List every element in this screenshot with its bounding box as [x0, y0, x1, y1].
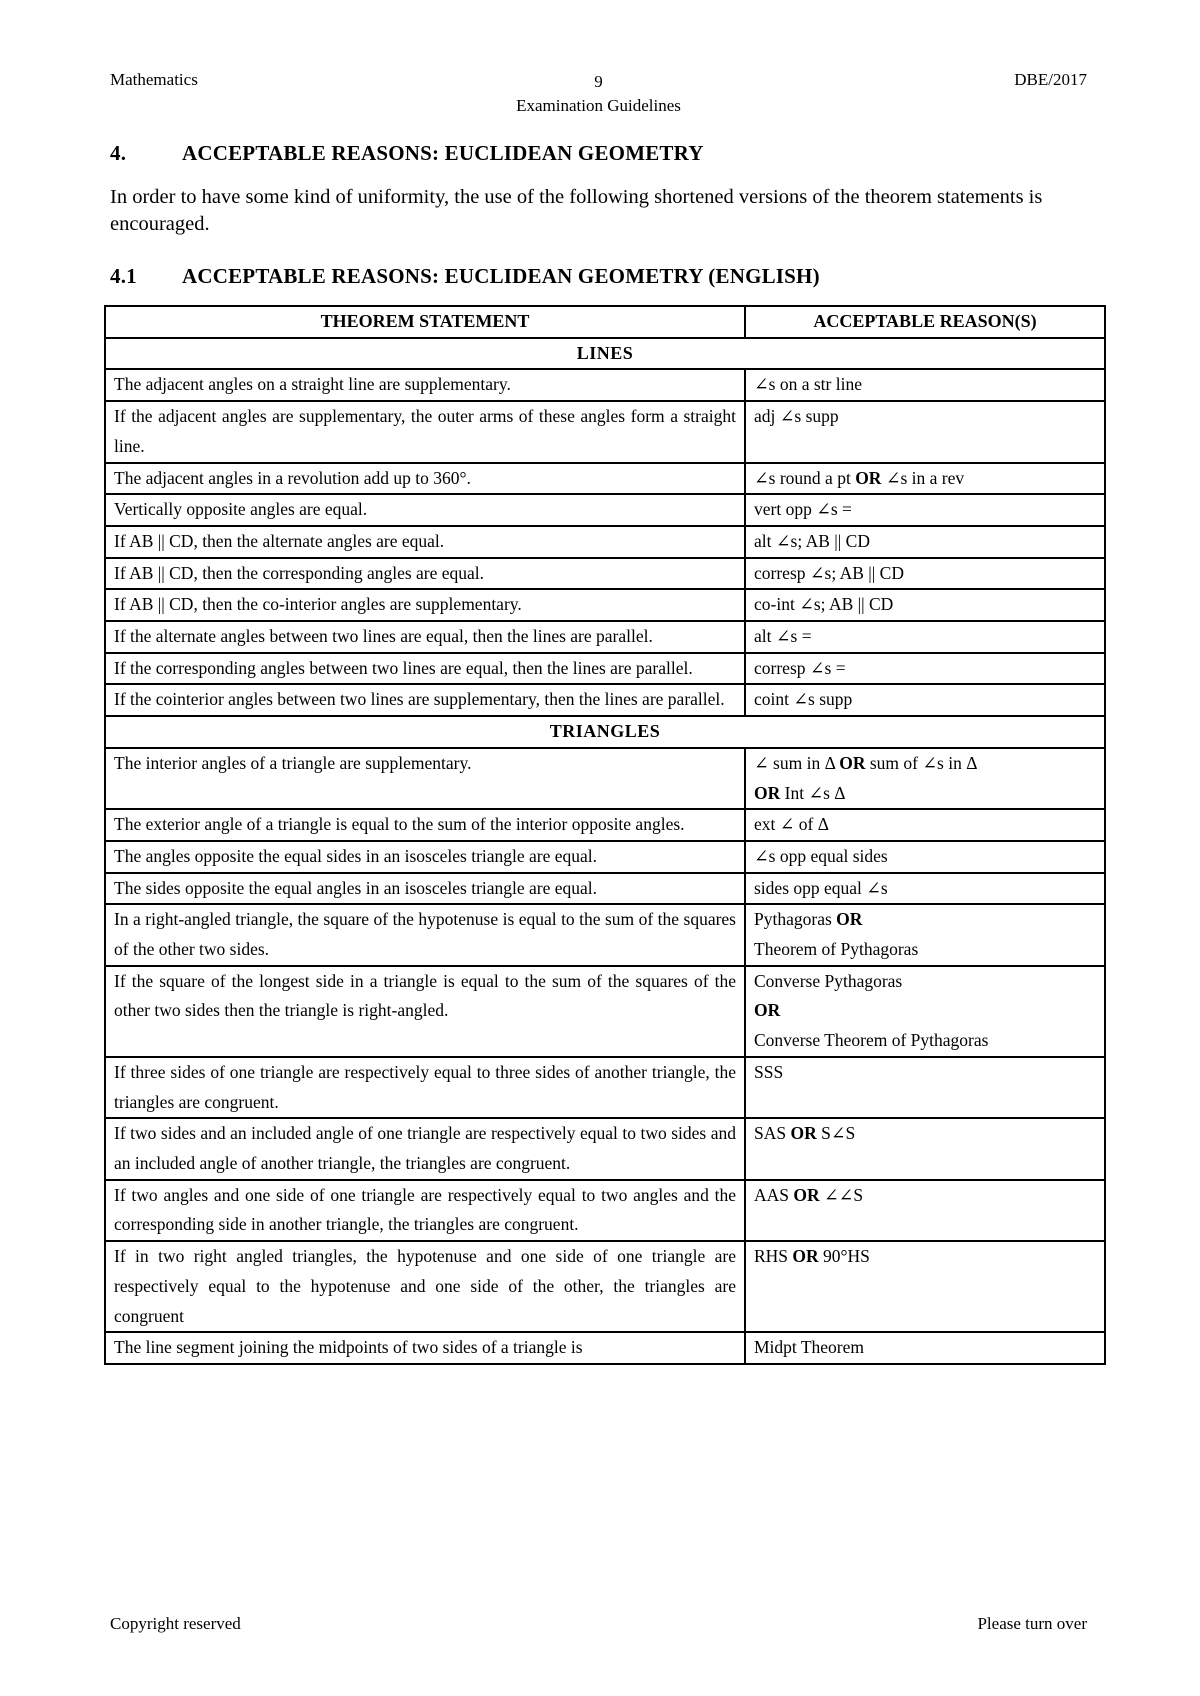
theorem-statement: If AB || CD, then the co-interior angles are supplementary. — [105, 589, 745, 621]
theorem-statement: The line segment joining the midpoints of two sides of a triangle is — [105, 1332, 745, 1364]
table-row — [105, 463, 1105, 495]
page-number: 9 — [594, 72, 603, 91]
or-label: OR — [792, 1246, 819, 1267]
reason-part: Theorem of Pythagoras — [754, 939, 919, 960]
header-center — [110, 70, 1087, 118]
table-row — [105, 873, 1105, 905]
section-title: ACCEPTABLE REASONS: EUCLIDEAN GEOMETRY — [182, 141, 704, 165]
reason-part: Converse Theorem of Pythagoras — [754, 1030, 989, 1051]
header-code: DBE/2017 — [1014, 70, 1087, 89]
table-row — [105, 526, 1105, 558]
acceptable-reason: ∠s opp equal sides — [745, 841, 1105, 873]
section-row-lines — [105, 338, 1105, 370]
theorem-statement: The interior angles of a triangle are supplementary. — [105, 748, 745, 809]
theorem-statement: The adjacent angles in a revolution add up to 360°. — [105, 463, 745, 495]
table-row — [105, 653, 1105, 685]
acceptable-reason: adj ∠s supp — [745, 401, 1105, 462]
acceptable-reason: SSS — [745, 1057, 1105, 1118]
reason-part: Converse Pythagoras — [754, 970, 903, 991]
theorem-statement: Vertically opposite angles are equal. — [105, 494, 745, 526]
reason-part: Int ∠s Δ — [780, 782, 846, 803]
theorem-statement: If the alternate angles between two lines are equal, then the lines are parallel. — [105, 621, 745, 653]
or-label: OR — [790, 1123, 817, 1144]
footer-copyright: Copyright reserved — [110, 1614, 241, 1633]
table-row — [105, 401, 1105, 462]
theorem-statement: If three sides of one triangle are respectively equal to three sides of another triangle, the triangles are congruent. — [105, 1057, 745, 1118]
section-number: 4. — [110, 141, 127, 165]
or-label: OR — [839, 752, 866, 773]
acceptable-reason — [745, 966, 1105, 1057]
subsection-number: 4.1 — [110, 264, 137, 288]
subsection-title: ACCEPTABLE REASONS: EUCLIDEAN GEOMETRY (ENGLISH) — [182, 264, 820, 288]
acceptable-reason: coint ∠s supp — [745, 684, 1105, 716]
reason-part: 90°HS — [818, 1246, 870, 1267]
column-header-theorem: THEOREM STATEMENT — [105, 306, 745, 338]
theorem-statement: The exterior angle of a triangle is equal to the sum of the interior opposite angles. — [105, 809, 745, 841]
acceptable-reason: Midpt Theorem — [745, 1332, 1105, 1364]
acceptable-reason — [745, 1118, 1105, 1179]
table-row — [105, 809, 1105, 841]
theorem-statement: If AB || CD, then the alternate angles are equal. — [105, 526, 745, 558]
or-label: OR — [754, 1000, 781, 1021]
reason-part: RHS — [754, 1246, 793, 1267]
theorem-statement: If AB || CD, then the corresponding angles are equal. — [105, 558, 745, 590]
theorem-statement: If the corresponding angles between two lines are equal, then the lines are parallel. — [105, 653, 745, 685]
acceptable-reason — [745, 1241, 1105, 1332]
header-subject: Mathematics — [110, 70, 198, 89]
or-label: OR — [855, 467, 882, 488]
theorem-statement: The adjacent angles on a straight line are supplementary. — [105, 369, 745, 401]
reason-part: Pythagoras — [754, 909, 837, 930]
table-row — [105, 369, 1105, 401]
acceptable-reason: ext ∠ of Δ — [745, 809, 1105, 841]
reason-part: ∠s round a pt — [754, 467, 856, 488]
table-row — [105, 1332, 1105, 1364]
acceptable-reason — [745, 748, 1105, 809]
theorem-statement: If the square of the longest side in a triangle is equal to the sum of the squares of the other two sides then the triangle is right-angled. — [105, 966, 745, 1057]
reason-part: AAS — [754, 1184, 794, 1205]
column-header-reason: ACCEPTABLE REASON(S) — [745, 306, 1105, 338]
reason-part: sum of ∠s in Δ — [865, 752, 978, 773]
reason-part: ∠ sum in Δ — [754, 752, 840, 773]
section-row-triangles — [105, 716, 1105, 748]
reasons-table — [104, 305, 1106, 1365]
theorem-statement: If two angles and one side of one triangle are respectively equal to two angles and the corresponding side in another triangle, the triangles are congruent. — [105, 1180, 745, 1241]
table-row — [105, 589, 1105, 621]
reason-part: ∠s in a rev — [881, 467, 965, 488]
table-row — [105, 904, 1105, 965]
reason-part: SAS — [754, 1123, 791, 1144]
footer-turn-over: Please turn over — [977, 1614, 1087, 1633]
theorem-statement: The sides opposite the equal angles in an isosceles triangle are equal. — [105, 873, 745, 905]
acceptable-reason — [745, 1180, 1105, 1241]
section-intro: In order to have some kind of uniformity, the use of the following shortened versions of the theorem statements is encouraged. — [110, 186, 1043, 235]
section-label-lines: LINES — [105, 338, 1105, 370]
section-heading — [110, 141, 704, 166]
theorem-statement: If the cointerior angles between two lines are supplementary, then the lines are parallel. — [105, 684, 745, 716]
table-row — [105, 621, 1105, 653]
table-row — [105, 1118, 1105, 1179]
or-label: OR — [754, 782, 781, 803]
table-row — [105, 494, 1105, 526]
acceptable-reason: corresp ∠s; AB || CD — [745, 558, 1105, 590]
subsection-heading — [110, 264, 820, 289]
reason-part: ∠∠S — [819, 1184, 864, 1205]
acceptable-reason: co-int ∠s; AB || CD — [745, 589, 1105, 621]
section-label-triangles: TRIANGLES — [105, 716, 1105, 748]
theorem-statement: In a right-angled triangle, the square of the hypotenuse is equal to the sum of the squares of the other two sides. — [105, 904, 745, 965]
theorem-statement: The angles opposite the equal sides in an isosceles triangle are equal. — [105, 841, 745, 873]
acceptable-reason: ∠s on a str line — [745, 369, 1105, 401]
acceptable-reason: sides opp equal ∠s — [745, 873, 1105, 905]
acceptable-reason: alt ∠s = — [745, 621, 1105, 653]
table-row — [105, 966, 1105, 1057]
table-header-row — [105, 306, 1105, 338]
table-row — [105, 841, 1105, 873]
or-label: OR — [836, 909, 863, 930]
acceptable-reason: corresp ∠s = — [745, 653, 1105, 685]
acceptable-reason — [745, 463, 1105, 495]
table-row — [105, 748, 1105, 809]
table-row — [105, 558, 1105, 590]
acceptable-reason — [745, 904, 1105, 965]
acceptable-reason: alt ∠s; AB || CD — [745, 526, 1105, 558]
theorem-statement: If in two right angled triangles, the hypotenuse and one side of one triangle are respectively equal to the hypotenuse and one side of the other, the triangles are congruent — [105, 1241, 745, 1332]
reason-part: S∠S — [816, 1123, 856, 1144]
header-subtitle: Examination Guidelines — [516, 96, 681, 115]
table-row — [105, 684, 1105, 716]
table-row — [105, 1180, 1105, 1241]
or-label: OR — [793, 1184, 820, 1205]
theorem-statement: If two sides and an included angle of one triangle are respectively equal to two sides and an included angle of another triangle, the triangles are congruent. — [105, 1118, 745, 1179]
table-row — [105, 1241, 1105, 1332]
acceptable-reason: vert opp ∠s = — [745, 494, 1105, 526]
theorem-statement: If the adjacent angles are supplementary, the outer arms of these angles form a straight line. — [105, 401, 745, 462]
table-row — [105, 1057, 1105, 1118]
